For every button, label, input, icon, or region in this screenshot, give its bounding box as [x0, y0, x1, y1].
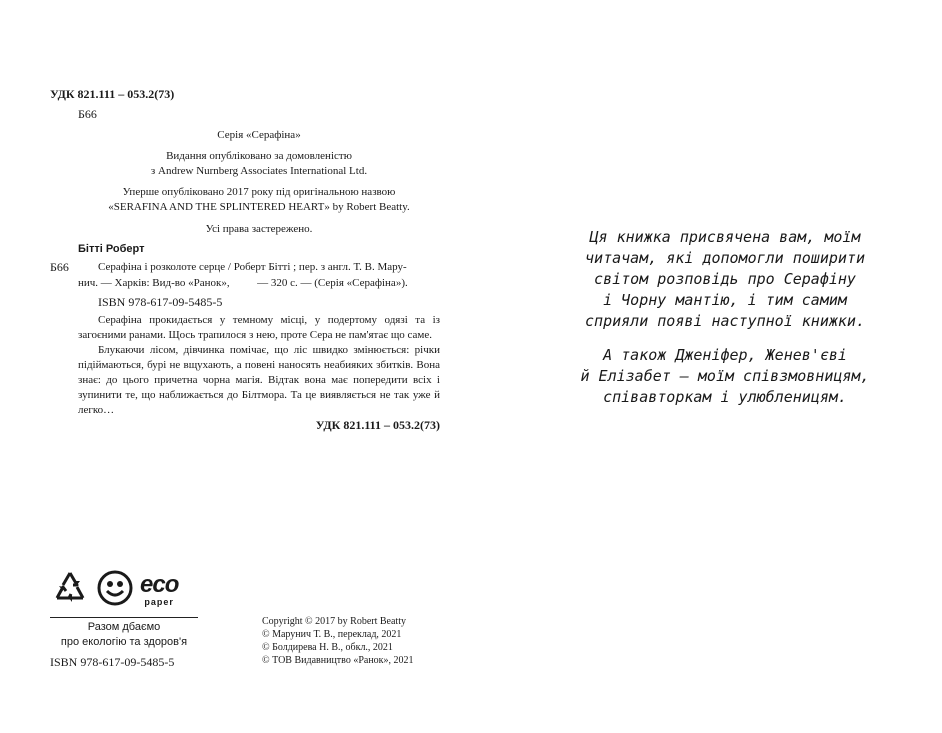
- annotation: [78, 313, 440, 418]
- rights-reserved: Усі права застережено.: [205, 223, 313, 235]
- udk-code-top: УДК 821.111 – 053.2(73): [50, 87, 175, 101]
- thanks-line: А також Дженіфер, Женев'єві: [603, 346, 847, 364]
- spacer: [560, 332, 890, 345]
- catalog-line-2: нич. — Харків: Вид-во «Ранок», — 320 с. — (Серія «Серафіна»).: [78, 277, 408, 289]
- annotation-paragraph-1: Серафіна прокидається у темному місці, у подертому одязі та із загоєними ранами. Щось трапилося з нею, проте Сера не пам'ятає що саме.: [78, 314, 440, 341]
- thanks-line: співавторкам і улюбленицям.: [603, 388, 847, 406]
- first-published-line-2: «SERAFINA AND THE SPLINTERED HEART» by Robert Beatty.: [108, 201, 410, 213]
- isbn-catalog: ISBN 978-617-09-5485-5: [98, 295, 223, 309]
- agreement-line-1: Видання опубліковано за домовленістю: [166, 150, 352, 162]
- annotation-paragraph-2: Блукаючи лісом, дівчинка помічає, що ліс швидко змінюється: річки підіймаються, бурі не вщухають, а повені наносять неабияких збитків. Вона знає: до цього причетна чорна магія. Відтак вона має попередити всіх і зупинити те, що наближається до Білтмора. Та це виявляється не так уже й легко…: [78, 344, 440, 416]
- dedication-line: сприяли появі наступної книжки.: [585, 312, 865, 330]
- author-mark-top: Б66: [78, 107, 97, 121]
- eco-paper-logo: [140, 570, 179, 607]
- dedication-line: читачам, які допомогли поширити: [585, 249, 865, 267]
- eco-block: [50, 568, 198, 648]
- eco-divider: [50, 617, 198, 618]
- catalog-line-1: Серафіна і розколоте серце / Роберт Бітті ; пер. з англ. Т. В. Мару-: [98, 261, 407, 273]
- udk-code-bottom: УДК 821.111 – 053.2(73): [315, 418, 440, 432]
- eco-word: eco: [140, 570, 179, 598]
- dedication: [560, 227, 890, 408]
- copyright-line: © ТОВ Видавництво «Ранок», 2021: [262, 655, 414, 666]
- author-mark-mid: Б66: [50, 260, 69, 274]
- eco-sub: paper: [144, 596, 174, 607]
- dedication-line: світом розповідь про Серафіну: [594, 270, 856, 288]
- first-published-line-1: Уперше опубліковано 2017 року під оригінальною назвою: [122, 186, 396, 198]
- copyright-line: © Болдирева Н. В., обкл., 2021: [262, 642, 393, 653]
- dedication-line: Ця книжка присвячена вам, моїм: [589, 228, 861, 246]
- copyright-block: [262, 615, 414, 667]
- recycle-icon: [50, 568, 90, 613]
- copyright-line: © Марунич Т. В., переклад, 2021: [262, 629, 402, 640]
- author-heading: Бітті Роберт: [78, 243, 145, 255]
- eco-tagline-2: про екологію та здоров'я: [60, 636, 188, 648]
- copyright-line: Copyright © 2017 by Robert Beatty: [262, 616, 406, 627]
- isbn-bottom: ISBN 978-617-09-5485-5: [50, 655, 175, 669]
- dedication-line: і Чорну мантію, і тим самим: [603, 291, 847, 309]
- agreement-line-2: з Andrew Nurnberg Associates International Ltd.: [150, 165, 368, 177]
- eco-tagline-1: Разом дбаємо: [87, 621, 161, 633]
- thanks-line: й Елізабет — моїм співзмовницям,: [580, 367, 870, 385]
- series-line: Серія «Серафіна»: [217, 129, 301, 141]
- smiley-icon: [96, 569, 134, 612]
- eco-logos: [50, 568, 198, 612]
